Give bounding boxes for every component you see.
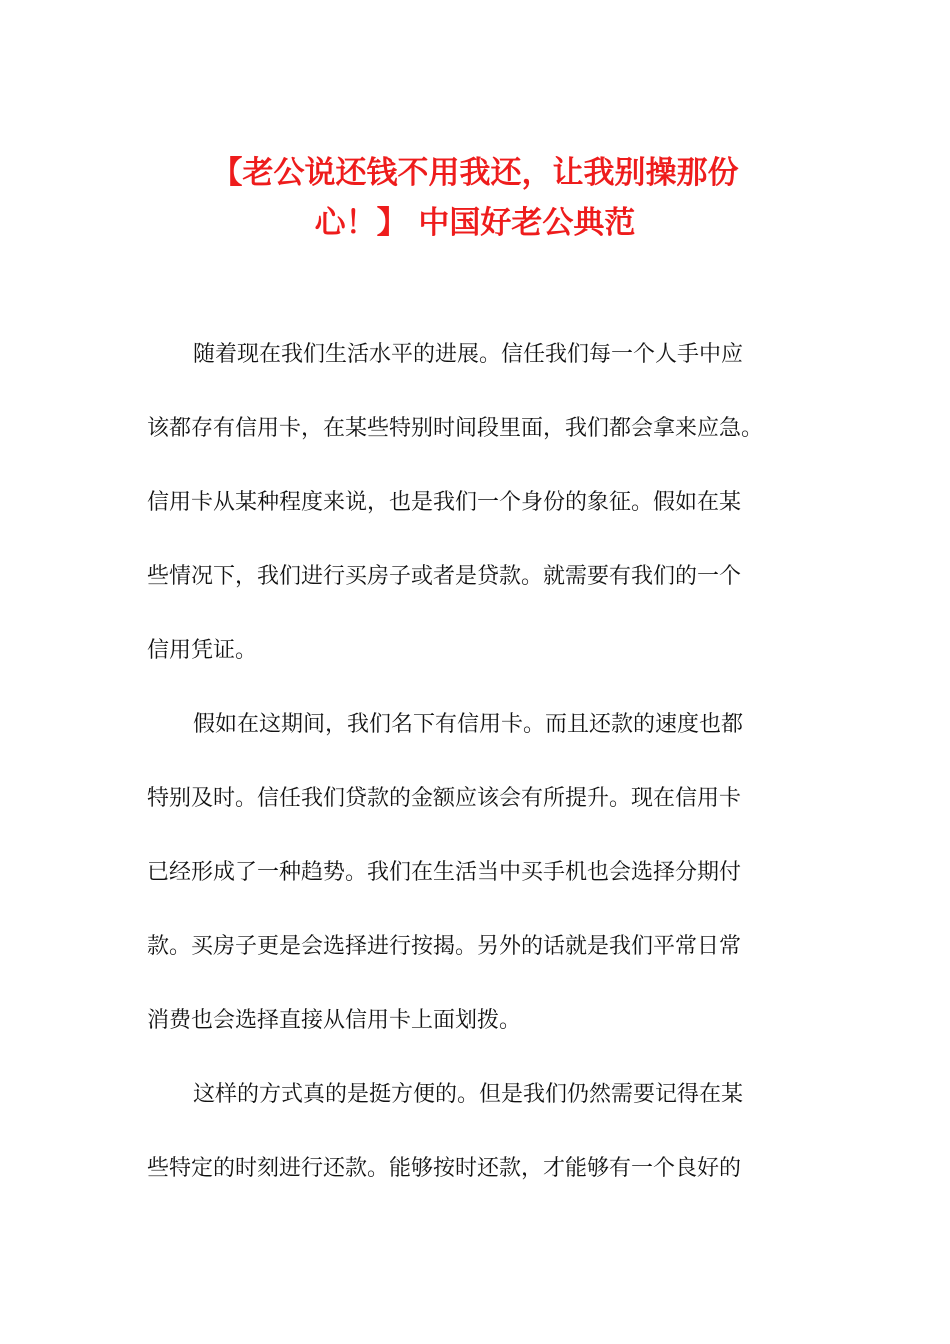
paragraph-1-line-3: 信用卡从某种程度来说，也是我们一个身份的象征。假如在某 [147,490,742,515]
document-title [120,148,830,248]
paragraph-1-line-4: 些情况下，我们进行买房子或者是贷款。就需要有我们的一个 [147,564,742,589]
paragraph-1-line-1: 随着现在我们生活水平的进展。信任我们每一个人手中应 [193,342,744,367]
title-line-2: 心！】 中国好老公典范 [314,205,636,241]
paragraph-1-line-5: 信用凭证。 [147,638,258,663]
paragraph-3-line-2: 些特定的时刻进行还款。能够按时还款，才能够有一个良好的 [147,1156,742,1181]
paragraph-1-line-2: 该都存有信用卡，在某些特别时间段里面，我们都会拿来应急。 [147,416,764,441]
paragraph-2-line-1: 假如在这期间，我们名下有信用卡。而且还款的速度也都 [193,712,744,737]
document-body [147,318,812,1206]
title-line-1: 【老公说还钱不用我还，让我别操那份 [211,155,739,191]
paragraph-2-line-3: 已经形成了一种趋势。我们在生活当中买手机也会选择分期付 [147,860,742,885]
paragraph-2-line-5: 消费也会选择直接从信用卡上面划拨。 [147,1008,522,1033]
paragraph-3-line-1: 这样的方式真的是挺方便的。但是我们仍然需要记得在某 [193,1082,744,1107]
paragraph-2-line-2: 特别及时。信任我们贷款的金额应该会有所提升。现在信用卡 [147,786,742,811]
paragraph-2-line-4: 款。买房子更是会选择进行按揭。另外的话就是我们平常日常 [147,934,742,959]
